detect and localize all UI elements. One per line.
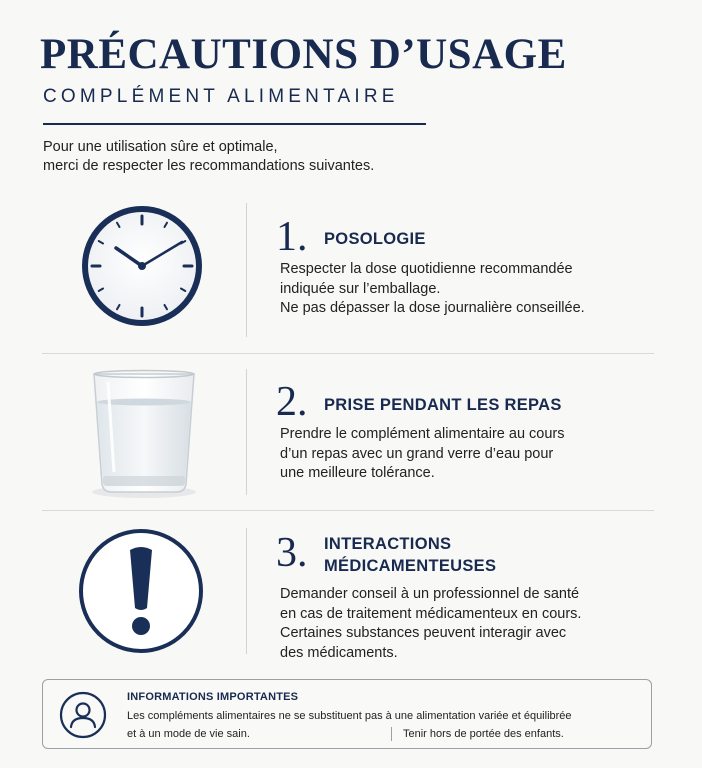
intro-line: merci de respecter les recommandations suivantes. [43, 158, 375, 174]
page-subtitle: COMPLÉMENT ALIMENTAIRE [43, 86, 399, 107]
title-underline [43, 123, 426, 125]
section-heading [324, 533, 496, 577]
important-info-box [42, 679, 652, 749]
exclamation-icon [78, 528, 204, 654]
section-divider [246, 528, 247, 654]
body-line: des médicaments. [280, 644, 398, 661]
info-title: INFORMATIONS IMPORTANTES [127, 691, 299, 703]
clock-icon [78, 202, 206, 330]
page-title: PRÉCAUTIONS D’USAGE [40, 31, 567, 78]
section-number: 1. [276, 214, 308, 260]
section-divider [246, 203, 247, 337]
section-heading: PRISE PENDANT LES REPAS [324, 396, 562, 414]
section-body [280, 260, 585, 319]
section-divider [246, 369, 247, 495]
body-line: Ne pas dépasser la dose journalière conseillée. [280, 300, 585, 316]
heading-line: MÉDICAMENTEUSES [324, 557, 497, 575]
info-text: Tenir hors de portée des enfants. [403, 728, 564, 740]
body-line: Prendre le complément alimentaire au cours [280, 426, 565, 442]
user-icon [59, 691, 107, 739]
body-line: indiquée sur l’emballage. [280, 280, 441, 297]
info-text: Les compléments alimentaires ne se substituent pas à une alimentation variée et équilibrée [127, 710, 572, 722]
info-separator [391, 727, 392, 741]
section-number: 2. [276, 379, 308, 425]
section-heading: POSOLOGIE [324, 230, 426, 248]
body-line: Demander conseil à un professionnel de santé [280, 586, 580, 602]
water-glass-icon [88, 368, 200, 500]
intro-line: Pour une utilisation sûre et optimale, [43, 139, 278, 155]
body-line: Certaines substances peuvent interagir avec [280, 625, 567, 641]
heading-line: INTERACTIONS [324, 535, 452, 553]
section-body [280, 425, 565, 484]
body-line: Respecter la dose quotidienne recommandée [280, 261, 573, 277]
body-line: en cas de traitement médicamenteux en cours. [280, 605, 582, 622]
intro-text [43, 138, 374, 176]
info-text: et à un mode de vie sain. [127, 728, 250, 740]
body-line: une meilleure tolérance. [280, 465, 435, 481]
section-number: 3. [276, 530, 308, 576]
section-separator [42, 353, 654, 354]
section-separator [42, 510, 654, 511]
body-line: d’un repas avec un grand verre d’eau pour [280, 445, 554, 462]
section-body [280, 585, 581, 663]
